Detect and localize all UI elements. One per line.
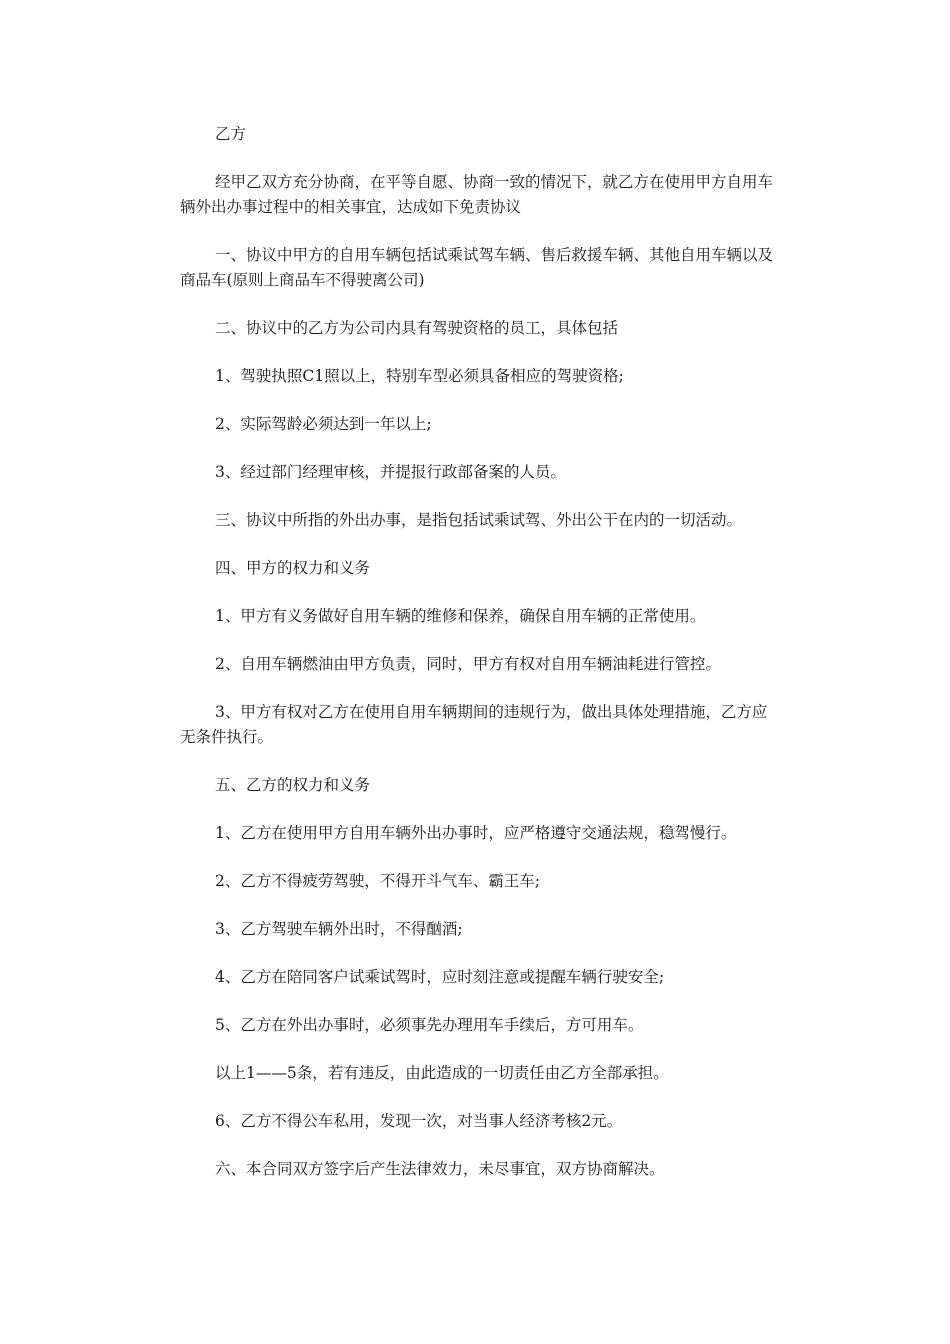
paragraph-clause-4-item-3: 3、甲方有权对乙方在使用自用车辆期间的违规行为，做出具体处理措施，乙方应无条件执行。 bbox=[180, 703, 768, 746]
paragraph-clause-2-item-3: 3、经过部门经理审核，并提报行政部备案的人员。 bbox=[215, 463, 566, 481]
paragraph-preamble: 经甲乙双方充分协商，在平等自愿、协商一致的情况下，就乙方在使用甲方自用车辆外出办事过程中的相关事宜，达成如下免责协议 bbox=[180, 173, 774, 216]
paragraph-clause-4-item-1: 1、甲方有义务做好自用车辆的维修和保养，确保自用车辆的正常使用。 bbox=[215, 607, 706, 625]
paragraph-clause-2-item-1: 1、驾驶执照C1照以上，特别车型必须具备相应的驾驶资格; bbox=[215, 367, 624, 385]
paragraph-clause-5-item-1: 1、乙方在使用甲方自用车辆外出办事时，应严格遵守交通法规，稳驾慢行。 bbox=[215, 824, 737, 842]
paragraph-clause-2: 二、协议中的乙方为公司内具有驾驶资格的员工，具体包括 bbox=[215, 319, 619, 337]
paragraph-clause-5-item-3: 3、乙方驾驶车辆外出时，不得酗酒; bbox=[215, 920, 463, 938]
paragraph-clause-3: 三、协议中所指的外出办事，是指包括试乘试驾、外出公干在内的一切活动。 bbox=[215, 511, 743, 529]
paragraph-clause-5-item-4: 4、乙方在陪同客户试乘试驾时，应时刻注意或提醒车辆行驶安全; bbox=[215, 968, 665, 986]
paragraph-party-b: 乙方 bbox=[215, 125, 247, 143]
paragraph-liability-note: 以上1——5条，若有违反，由此造成的一切责任由乙方全部承担。 bbox=[215, 1064, 669, 1082]
paragraph-clause-4-item-2: 2、自用车辆燃油由甲方负责，同时，甲方有权对自用车辆油耗进行管控。 bbox=[215, 655, 721, 673]
paragraph-clause-2-item-2: 2、实际驾龄必须达到一年以上; bbox=[215, 415, 432, 433]
paragraph-clause-1: 一、协议中甲方的自用车辆包括试乘试驾车辆、售后救援车辆、其他自用车辆以及商品车(原则上商品车不得驶离公司) bbox=[180, 246, 774, 289]
document-body bbox=[180, 122, 780, 1205]
paragraph-clause-5-item-6: 6、乙方不得公车私用，发现一次，对当事人经济考核2元。 bbox=[215, 1112, 623, 1130]
paragraph-clause-6: 六、本合同双方签字后产生法律效力，未尽事宜，双方协商解决。 bbox=[215, 1160, 665, 1178]
paragraph-clause-5-item-2: 2、乙方不得疲劳驾驶，不得开斗气车、霸王车; bbox=[215, 872, 541, 890]
paragraph-clause-5-item-5: 5、乙方在外出办事时，必须事先办理用车手续后，方可用车。 bbox=[215, 1016, 644, 1034]
paragraph-clause-4-heading: 四、甲方的权力和义务 bbox=[215, 559, 371, 577]
paragraph-clause-5-heading: 五、乙方的权力和义务 bbox=[215, 776, 371, 794]
